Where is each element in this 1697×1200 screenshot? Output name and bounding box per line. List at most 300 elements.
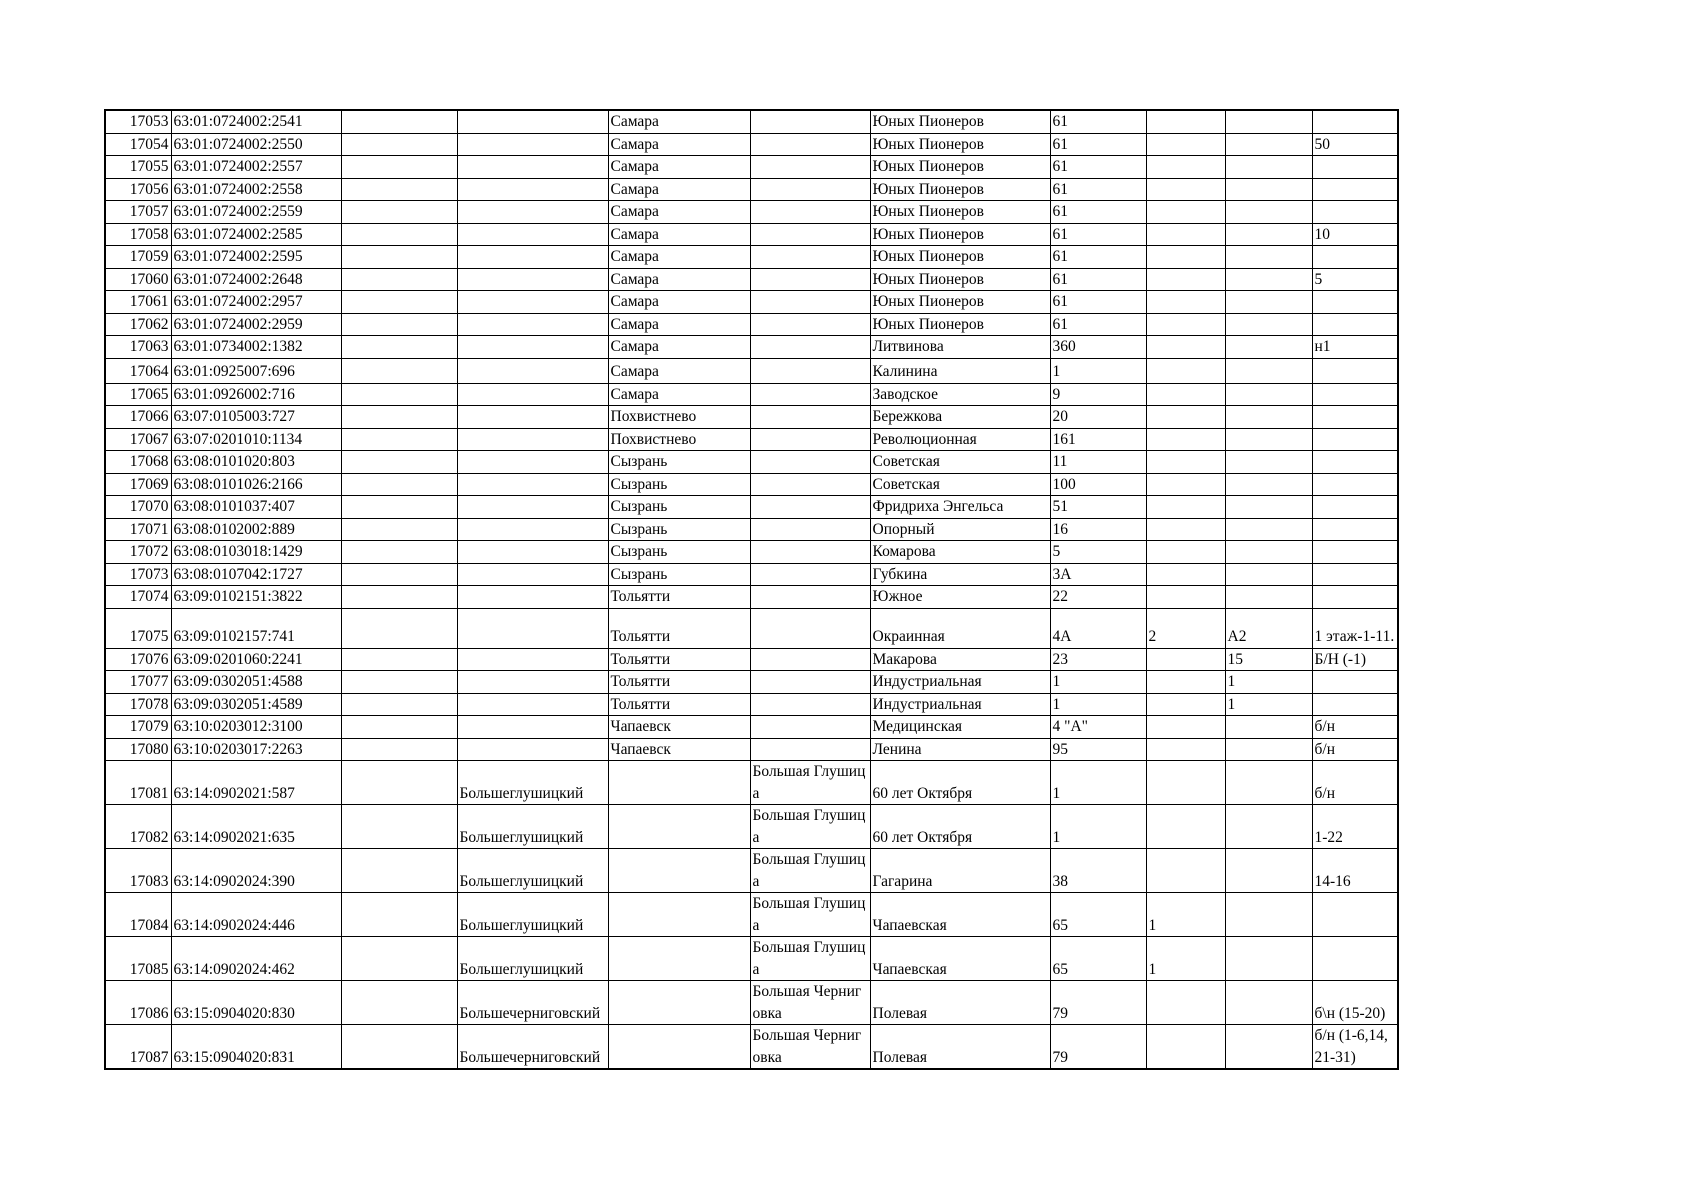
cell-record-number: 17065 <box>105 383 171 406</box>
cell-col9: 2 <box>1146 608 1225 648</box>
cell-premises: б/н (1-6,14,21-31) <box>1312 1025 1398 1070</box>
cell-district: Большечерниговский <box>457 1025 608 1070</box>
cell-city: Сызрань <box>608 473 750 496</box>
cell-settlement <box>750 156 870 179</box>
cell-col10 <box>1225 178 1312 201</box>
cell-record-number: 17070 <box>105 496 171 519</box>
cell-col3 <box>341 268 457 291</box>
cell-city: Самара <box>608 156 750 179</box>
cell-house: 61 <box>1050 178 1146 201</box>
cell-record-number: 17054 <box>105 133 171 156</box>
cell-settlement <box>750 110 870 133</box>
cell-col3 <box>341 937 457 981</box>
cell-city: Тольятти <box>608 671 750 694</box>
cell-premises <box>1312 541 1398 564</box>
cell-house: 22 <box>1050 586 1146 609</box>
cell-col3 <box>341 110 457 133</box>
cell-settlement <box>750 201 870 224</box>
cell-settlement <box>750 541 870 564</box>
cell-premises: 50 <box>1312 133 1398 156</box>
cell-col10 <box>1225 518 1312 541</box>
cell-premises: б\н (15-20) <box>1312 981 1398 1025</box>
cell-cadastral-number: 63:01:0724002:2959 <box>171 313 341 336</box>
cell-settlement <box>750 563 870 586</box>
table-row <box>105 937 1398 981</box>
cell-col3 <box>341 383 457 406</box>
cell-col9 <box>1146 428 1225 451</box>
cell-col10 <box>1225 473 1312 496</box>
cell-street: Юных Пионеров <box>870 133 1050 156</box>
cell-record-number: 17075 <box>105 608 171 648</box>
cell-cadastral-number: 63:01:0724002:2648 <box>171 268 341 291</box>
cell-col10 <box>1225 201 1312 224</box>
cell-district <box>457 358 608 383</box>
cell-city: Самара <box>608 133 750 156</box>
cell-record-number: 17061 <box>105 291 171 314</box>
cell-cadastral-number: 63:01:0724002:2557 <box>171 156 341 179</box>
cell-record-number: 17056 <box>105 178 171 201</box>
cell-house: 1 <box>1050 671 1146 694</box>
cell-col9 <box>1146 563 1225 586</box>
table-row <box>105 246 1398 269</box>
cell-col3 <box>341 608 457 648</box>
cell-settlement: Большая Глушица <box>750 893 870 937</box>
cell-settlement <box>750 223 870 246</box>
cell-col10 <box>1225 761 1312 805</box>
cell-street: Юных Пионеров <box>870 110 1050 133</box>
cell-col3 <box>341 648 457 671</box>
cell-city: Самара <box>608 201 750 224</box>
cell-city: Самара <box>608 358 750 383</box>
cell-record-number: 17083 <box>105 849 171 893</box>
cell-record-number: 17066 <box>105 406 171 429</box>
cell-city: Чапаевск <box>608 716 750 739</box>
cell-record-number: 17080 <box>105 738 171 761</box>
cell-cadastral-number: 63:09:0102151:3822 <box>171 586 341 609</box>
cell-city: Тольятти <box>608 586 750 609</box>
cell-settlement <box>750 406 870 429</box>
cell-col9 <box>1146 156 1225 179</box>
cell-district <box>457 496 608 519</box>
cell-district <box>457 738 608 761</box>
cell-district <box>457 693 608 716</box>
table-row <box>105 223 1398 246</box>
table-row <box>105 693 1398 716</box>
cell-district <box>457 383 608 406</box>
cell-col10 <box>1225 937 1312 981</box>
cell-street: Полевая <box>870 981 1050 1025</box>
cell-district <box>457 586 608 609</box>
cell-col3 <box>341 893 457 937</box>
cell-col3 <box>341 223 457 246</box>
cell-record-number: 17087 <box>105 1025 171 1070</box>
cell-record-number: 17077 <box>105 671 171 694</box>
cell-premises: 1 этаж-1-11. <box>1312 608 1398 648</box>
cell-premises <box>1312 110 1398 133</box>
cell-record-number: 17055 <box>105 156 171 179</box>
cell-street: Юных Пионеров <box>870 313 1050 336</box>
table-row <box>105 110 1398 133</box>
cell-cadastral-number: 63:01:0724002:2541 <box>171 110 341 133</box>
cell-street: Полевая <box>870 1025 1050 1070</box>
cell-house: 61 <box>1050 313 1146 336</box>
cell-col9 <box>1146 133 1225 156</box>
cell-record-number: 17053 <box>105 110 171 133</box>
cell-house: 11 <box>1050 451 1146 474</box>
cell-district: Большеглушицкий <box>457 849 608 893</box>
cell-house: 61 <box>1050 268 1146 291</box>
cell-record-number: 17079 <box>105 716 171 739</box>
cell-col10 <box>1225 586 1312 609</box>
cell-street: Окраинная <box>870 608 1050 648</box>
cell-premises <box>1312 358 1398 383</box>
cell-street: Индустриальная <box>870 671 1050 694</box>
cell-district: Большеглушицкий <box>457 937 608 981</box>
cell-cadastral-number: 63:01:0926002:716 <box>171 383 341 406</box>
cell-city: Тольятти <box>608 648 750 671</box>
cell-premises: 1-22 <box>1312 805 1398 849</box>
cell-premises: б/н <box>1312 761 1398 805</box>
cell-col10 <box>1225 849 1312 893</box>
cell-street: Индустриальная <box>870 693 1050 716</box>
cell-street: Макарова <box>870 648 1050 671</box>
cell-col3 <box>341 761 457 805</box>
cell-settlement: Большая Глушица <box>750 805 870 849</box>
cell-record-number: 17086 <box>105 981 171 1025</box>
cell-district: Большеглушицкий <box>457 893 608 937</box>
cell-premises <box>1312 246 1398 269</box>
cell-col9 <box>1146 518 1225 541</box>
cell-street: Юных Пионеров <box>870 268 1050 291</box>
cell-col9 <box>1146 693 1225 716</box>
cell-col3 <box>341 358 457 383</box>
cell-record-number: 17059 <box>105 246 171 269</box>
cell-house: 5 <box>1050 541 1146 564</box>
cell-settlement <box>750 738 870 761</box>
cell-house: 61 <box>1050 223 1146 246</box>
cell-city: Похвистнево <box>608 406 750 429</box>
cell-col3 <box>341 133 457 156</box>
cell-city: Самара <box>608 246 750 269</box>
table-row <box>105 738 1398 761</box>
cell-street: Комарова <box>870 541 1050 564</box>
cell-district <box>457 473 608 496</box>
cell-district <box>457 716 608 739</box>
cell-district <box>457 223 608 246</box>
cell-district <box>457 563 608 586</box>
cell-house: 9 <box>1050 383 1146 406</box>
cell-street: Революционная <box>870 428 1050 451</box>
cell-street: 60 лет Октября <box>870 805 1050 849</box>
cell-premises <box>1312 473 1398 496</box>
cell-cadastral-number: 63:01:0734002:1382 <box>171 336 341 359</box>
cell-col10 <box>1225 716 1312 739</box>
cell-col3 <box>341 586 457 609</box>
cell-col9 <box>1146 178 1225 201</box>
cell-cadastral-number: 63:15:0904020:830 <box>171 981 341 1025</box>
cell-city: Тольятти <box>608 608 750 648</box>
cell-col9: 1 <box>1146 937 1225 981</box>
cell-col10 <box>1225 496 1312 519</box>
cell-street: Калинина <box>870 358 1050 383</box>
cell-settlement <box>750 648 870 671</box>
cell-col3 <box>341 738 457 761</box>
cell-col10 <box>1225 336 1312 359</box>
cell-settlement <box>750 716 870 739</box>
cell-cadastral-number: 63:08:0101020:803 <box>171 451 341 474</box>
cell-house: 65 <box>1050 893 1146 937</box>
cell-col3 <box>341 541 457 564</box>
cell-house: 16 <box>1050 518 1146 541</box>
cell-premises: 10 <box>1312 223 1398 246</box>
cell-city <box>608 937 750 981</box>
cell-premises <box>1312 313 1398 336</box>
cell-record-number: 17078 <box>105 693 171 716</box>
cell-record-number: 17064 <box>105 358 171 383</box>
cell-record-number: 17084 <box>105 893 171 937</box>
cell-col3 <box>341 563 457 586</box>
cell-house: 38 <box>1050 849 1146 893</box>
cell-house: 4 "А" <box>1050 716 1146 739</box>
cell-record-number: 17060 <box>105 268 171 291</box>
cell-district <box>457 201 608 224</box>
cell-district <box>457 246 608 269</box>
cell-premises <box>1312 518 1398 541</box>
cell-premises <box>1312 428 1398 451</box>
cell-col9 <box>1146 473 1225 496</box>
cell-record-number: 17068 <box>105 451 171 474</box>
cell-col9 <box>1146 496 1225 519</box>
cell-district <box>457 518 608 541</box>
cell-cadastral-number: 63:08:0102002:889 <box>171 518 341 541</box>
cell-col10 <box>1225 406 1312 429</box>
table-row <box>105 716 1398 739</box>
cell-street: Юных Пионеров <box>870 201 1050 224</box>
cell-district <box>457 156 608 179</box>
cell-cadastral-number: 63:10:0203017:2263 <box>171 738 341 761</box>
cell-settlement: Большая Черниговка <box>750 1025 870 1070</box>
cell-settlement: Большая Глушица <box>750 761 870 805</box>
table-row <box>105 313 1398 336</box>
cell-cadastral-number: 63:07:0201010:1134 <box>171 428 341 451</box>
table-row <box>105 608 1398 648</box>
cell-city: Сызрань <box>608 541 750 564</box>
cell-col9 <box>1146 1025 1225 1070</box>
cell-col10 <box>1225 223 1312 246</box>
cell-col3 <box>341 336 457 359</box>
cell-settlement <box>750 336 870 359</box>
cell-street: Юных Пионеров <box>870 246 1050 269</box>
cell-col9 <box>1146 313 1225 336</box>
table-row <box>105 358 1398 383</box>
cell-col3 <box>341 201 457 224</box>
cell-col10 <box>1225 893 1312 937</box>
cell-record-number: 17071 <box>105 518 171 541</box>
cell-street: Советская <box>870 473 1050 496</box>
cell-cadastral-number: 63:01:0724002:2595 <box>171 246 341 269</box>
cell-record-number: 17072 <box>105 541 171 564</box>
cell-col10 <box>1225 313 1312 336</box>
cell-district: Большеглушицкий <box>457 761 608 805</box>
cell-record-number: 17073 <box>105 563 171 586</box>
register-table <box>104 109 1399 1070</box>
cell-cadastral-number: 63:10:0203012:3100 <box>171 716 341 739</box>
cell-house: 61 <box>1050 246 1146 269</box>
cell-premises <box>1312 383 1398 406</box>
cell-house: 79 <box>1050 981 1146 1025</box>
cell-house: 3А <box>1050 563 1146 586</box>
cell-street: Юных Пионеров <box>870 156 1050 179</box>
cell-city: Тольятти <box>608 693 750 716</box>
cell-col3 <box>341 518 457 541</box>
cell-col3 <box>341 805 457 849</box>
cell-street: Южное <box>870 586 1050 609</box>
cell-settlement <box>750 428 870 451</box>
cell-col10 <box>1225 805 1312 849</box>
cell-city <box>608 805 750 849</box>
cell-city: Самара <box>608 110 750 133</box>
cell-city: Сызрань <box>608 451 750 474</box>
cell-city: Самара <box>608 291 750 314</box>
cell-col3 <box>341 313 457 336</box>
cell-street: Советская <box>870 451 1050 474</box>
cell-col10: 1 <box>1225 671 1312 694</box>
cell-settlement <box>750 291 870 314</box>
cell-premises: б/н <box>1312 716 1398 739</box>
table-row <box>105 761 1398 805</box>
cell-cadastral-number: 63:01:0724002:2957 <box>171 291 341 314</box>
cell-settlement <box>750 313 870 336</box>
cell-street: Чапаевская <box>870 893 1050 937</box>
cell-cadastral-number: 63:08:0103018:1429 <box>171 541 341 564</box>
cell-street: Чапаевская <box>870 937 1050 981</box>
cell-premises: 14-16 <box>1312 849 1398 893</box>
cell-premises <box>1312 563 1398 586</box>
cell-col9: 1 <box>1146 893 1225 937</box>
cell-col10: 1 <box>1225 693 1312 716</box>
cell-col9 <box>1146 201 1225 224</box>
cell-settlement <box>750 133 870 156</box>
cell-premises <box>1312 893 1398 937</box>
cell-house: 65 <box>1050 937 1146 981</box>
cell-col10 <box>1225 541 1312 564</box>
table-row <box>105 178 1398 201</box>
cell-house: 51 <box>1050 496 1146 519</box>
cell-premises: б/н <box>1312 738 1398 761</box>
cell-city: Самара <box>608 336 750 359</box>
table-row <box>105 671 1398 694</box>
table-row <box>105 268 1398 291</box>
cell-settlement <box>750 473 870 496</box>
cell-city <box>608 1025 750 1070</box>
cell-house: 61 <box>1050 156 1146 179</box>
cell-settlement: Большая Глушица <box>750 937 870 981</box>
cell-col10: А2 <box>1225 608 1312 648</box>
cell-house: 360 <box>1050 336 1146 359</box>
cell-record-number: 17085 <box>105 937 171 981</box>
cell-premises: н1 <box>1312 336 1398 359</box>
cell-premises <box>1312 451 1398 474</box>
cell-city: Самара <box>608 178 750 201</box>
cell-col9 <box>1146 586 1225 609</box>
cell-settlement <box>750 496 870 519</box>
cell-house: 61 <box>1050 201 1146 224</box>
cell-street: Опорный <box>870 518 1050 541</box>
cell-col9 <box>1146 358 1225 383</box>
cell-col3 <box>341 291 457 314</box>
cell-record-number: 17081 <box>105 761 171 805</box>
cell-col9 <box>1146 716 1225 739</box>
cell-col9 <box>1146 268 1225 291</box>
cell-settlement <box>750 358 870 383</box>
cell-col9 <box>1146 336 1225 359</box>
cell-col9 <box>1146 981 1225 1025</box>
table-row <box>105 451 1398 474</box>
cell-house: 1 <box>1050 761 1146 805</box>
cell-premises <box>1312 496 1398 519</box>
cell-cadastral-number: 63:14:0902021:635 <box>171 805 341 849</box>
cell-house: 79 <box>1050 1025 1146 1070</box>
cell-settlement <box>750 383 870 406</box>
cell-col9 <box>1146 671 1225 694</box>
cell-street: Литвинова <box>870 336 1050 359</box>
cell-col3 <box>341 246 457 269</box>
table-row <box>105 496 1398 519</box>
cell-settlement <box>750 246 870 269</box>
cell-city: Самара <box>608 268 750 291</box>
cell-premises <box>1312 937 1398 981</box>
cell-house: 1 <box>1050 693 1146 716</box>
cell-street: Юных Пионеров <box>870 178 1050 201</box>
cell-col9 <box>1146 541 1225 564</box>
cell-settlement <box>750 608 870 648</box>
cell-house: 161 <box>1050 428 1146 451</box>
cell-district <box>457 268 608 291</box>
cell-cadastral-number: 63:08:0101037:407 <box>171 496 341 519</box>
cell-house: 1 <box>1050 358 1146 383</box>
table-row <box>105 981 1398 1025</box>
cell-record-number: 17057 <box>105 201 171 224</box>
cell-col10 <box>1225 133 1312 156</box>
cell-city: Самара <box>608 313 750 336</box>
cell-col10 <box>1225 563 1312 586</box>
table-row <box>105 805 1398 849</box>
cell-district <box>457 178 608 201</box>
cell-district <box>457 648 608 671</box>
cell-col3 <box>341 451 457 474</box>
table-row <box>105 406 1398 429</box>
table-row <box>105 156 1398 179</box>
cell-house: 95 <box>1050 738 1146 761</box>
cell-city: Сызрань <box>608 518 750 541</box>
cell-cadastral-number: 63:09:0302051:4589 <box>171 693 341 716</box>
cell-house: 4А <box>1050 608 1146 648</box>
cell-record-number: 17067 <box>105 428 171 451</box>
cell-col10 <box>1225 981 1312 1025</box>
cell-district: Большечерниговский <box>457 981 608 1025</box>
cell-settlement <box>750 178 870 201</box>
cell-col10 <box>1225 451 1312 474</box>
cell-house: 61 <box>1050 291 1146 314</box>
cell-col3 <box>341 496 457 519</box>
cell-col10 <box>1225 291 1312 314</box>
cell-city: Чапаевск <box>608 738 750 761</box>
cell-street: Бережкова <box>870 406 1050 429</box>
cell-house: 61 <box>1050 110 1146 133</box>
table-row <box>105 541 1398 564</box>
cell-house: 23 <box>1050 648 1146 671</box>
cell-col10 <box>1225 110 1312 133</box>
